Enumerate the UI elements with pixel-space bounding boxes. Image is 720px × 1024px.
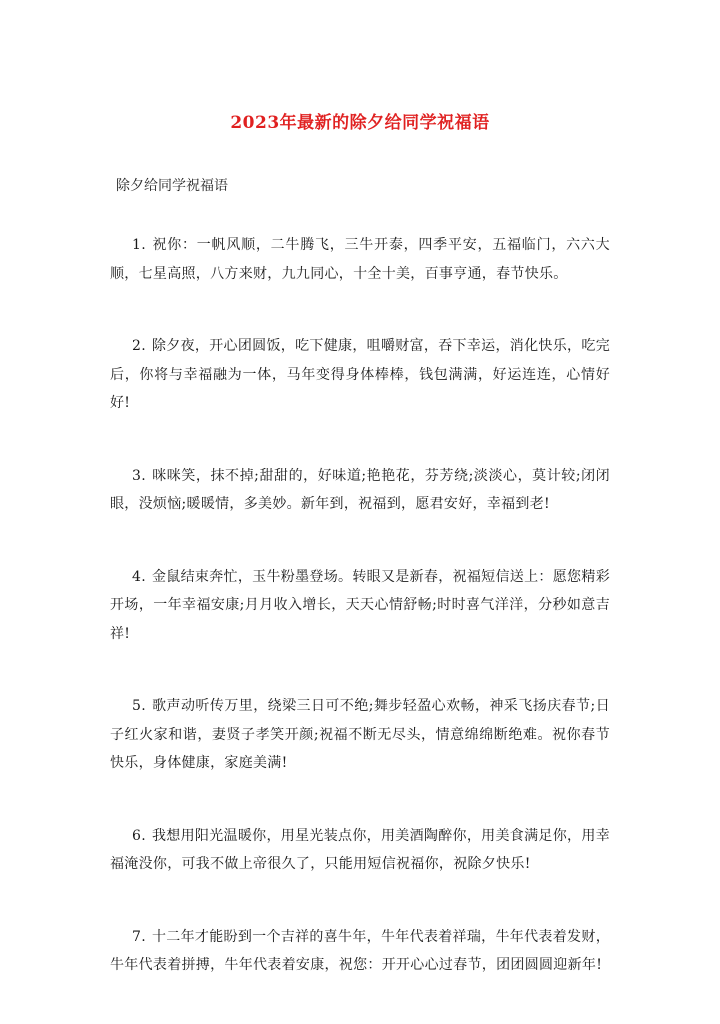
- blessing-item-2: [110, 332, 610, 418]
- item-number: 2.: [132, 338, 146, 354]
- blessing-item-6: [110, 822, 610, 879]
- item-text: 除夕夜，开心团圆饭，吃下健康，咀嚼财富，吞下幸运，消化快乐，吃完后，你将与幸福融为一体，马年变得身体棒棒，钱包满满，好运连连，心情好好!: [110, 338, 610, 411]
- item-number: 7.: [132, 928, 146, 945]
- item-number: 1.: [132, 237, 146, 253]
- item-number: 4.: [132, 568, 146, 585]
- blessing-item-1: [110, 231, 610, 288]
- blessing-item-3: [110, 462, 610, 519]
- item-number: 6.: [132, 827, 146, 844]
- item-text: 十二年才能盼到一个吉祥的喜牛年，牛年代表着祥瑞，牛年代表着发财，牛年代表着拼搏，牛年代表着安康，祝您：开开心心过春节，团团圆圆迎新年!: [110, 928, 610, 973]
- item-number: 5.: [132, 698, 146, 714]
- item-text: 祝你：一帆风顺，二牛腾飞，三牛开泰，四季平安，五福临门，六六大顺，七星高照，八方来财，九九同心，十全十美，百事亨通，春节快乐。: [110, 237, 610, 282]
- blessing-item-5: [110, 692, 610, 778]
- item-text: 金鼠结束奔忙，玉牛粉墨登场。转眼又是新春，祝福短信送上：愿您精彩开场，一年幸福安康;月月收入增长，天天心情舒畅;时时喜气洋洋，分秒如意吉祥!: [110, 568, 610, 642]
- document-subtitle: 除夕给同学祝福语: [116, 178, 228, 194]
- blessing-list: [110, 231, 610, 1024]
- item-text: 歌声动听传万里，绕梁三日可不绝;舞步轻盈心欢畅，神采飞扬庆春节;日子红火家和谐，妻贤子孝笑开颜;祝福不断无尽头，情意绵绵断绝难。祝你春节快乐，身体健康，家庭美满!: [110, 698, 610, 771]
- item-text: 我想用阳光温暖你，用星光装点你，用美酒陶醉你，用美食满足你，用幸福淹没你，可我不做上帝很久了，只能用短信祝福你，祝除夕快乐!: [110, 827, 610, 872]
- blessing-item-4: [110, 563, 610, 649]
- blessing-item-7: [110, 923, 610, 980]
- document-title: 2023年最新的除夕给同学祝福语: [230, 113, 490, 133]
- item-number: 3.: [132, 467, 146, 484]
- item-text: 咪咪笑，抹不掉;甜甜的，好味道;艳艳花，芬芳绕;淡淡心，莫计较;闭闭眼，没烦恼;暖暖情，多美妙。新年到，祝福到，愿君安好，幸福到老!: [110, 467, 610, 512]
